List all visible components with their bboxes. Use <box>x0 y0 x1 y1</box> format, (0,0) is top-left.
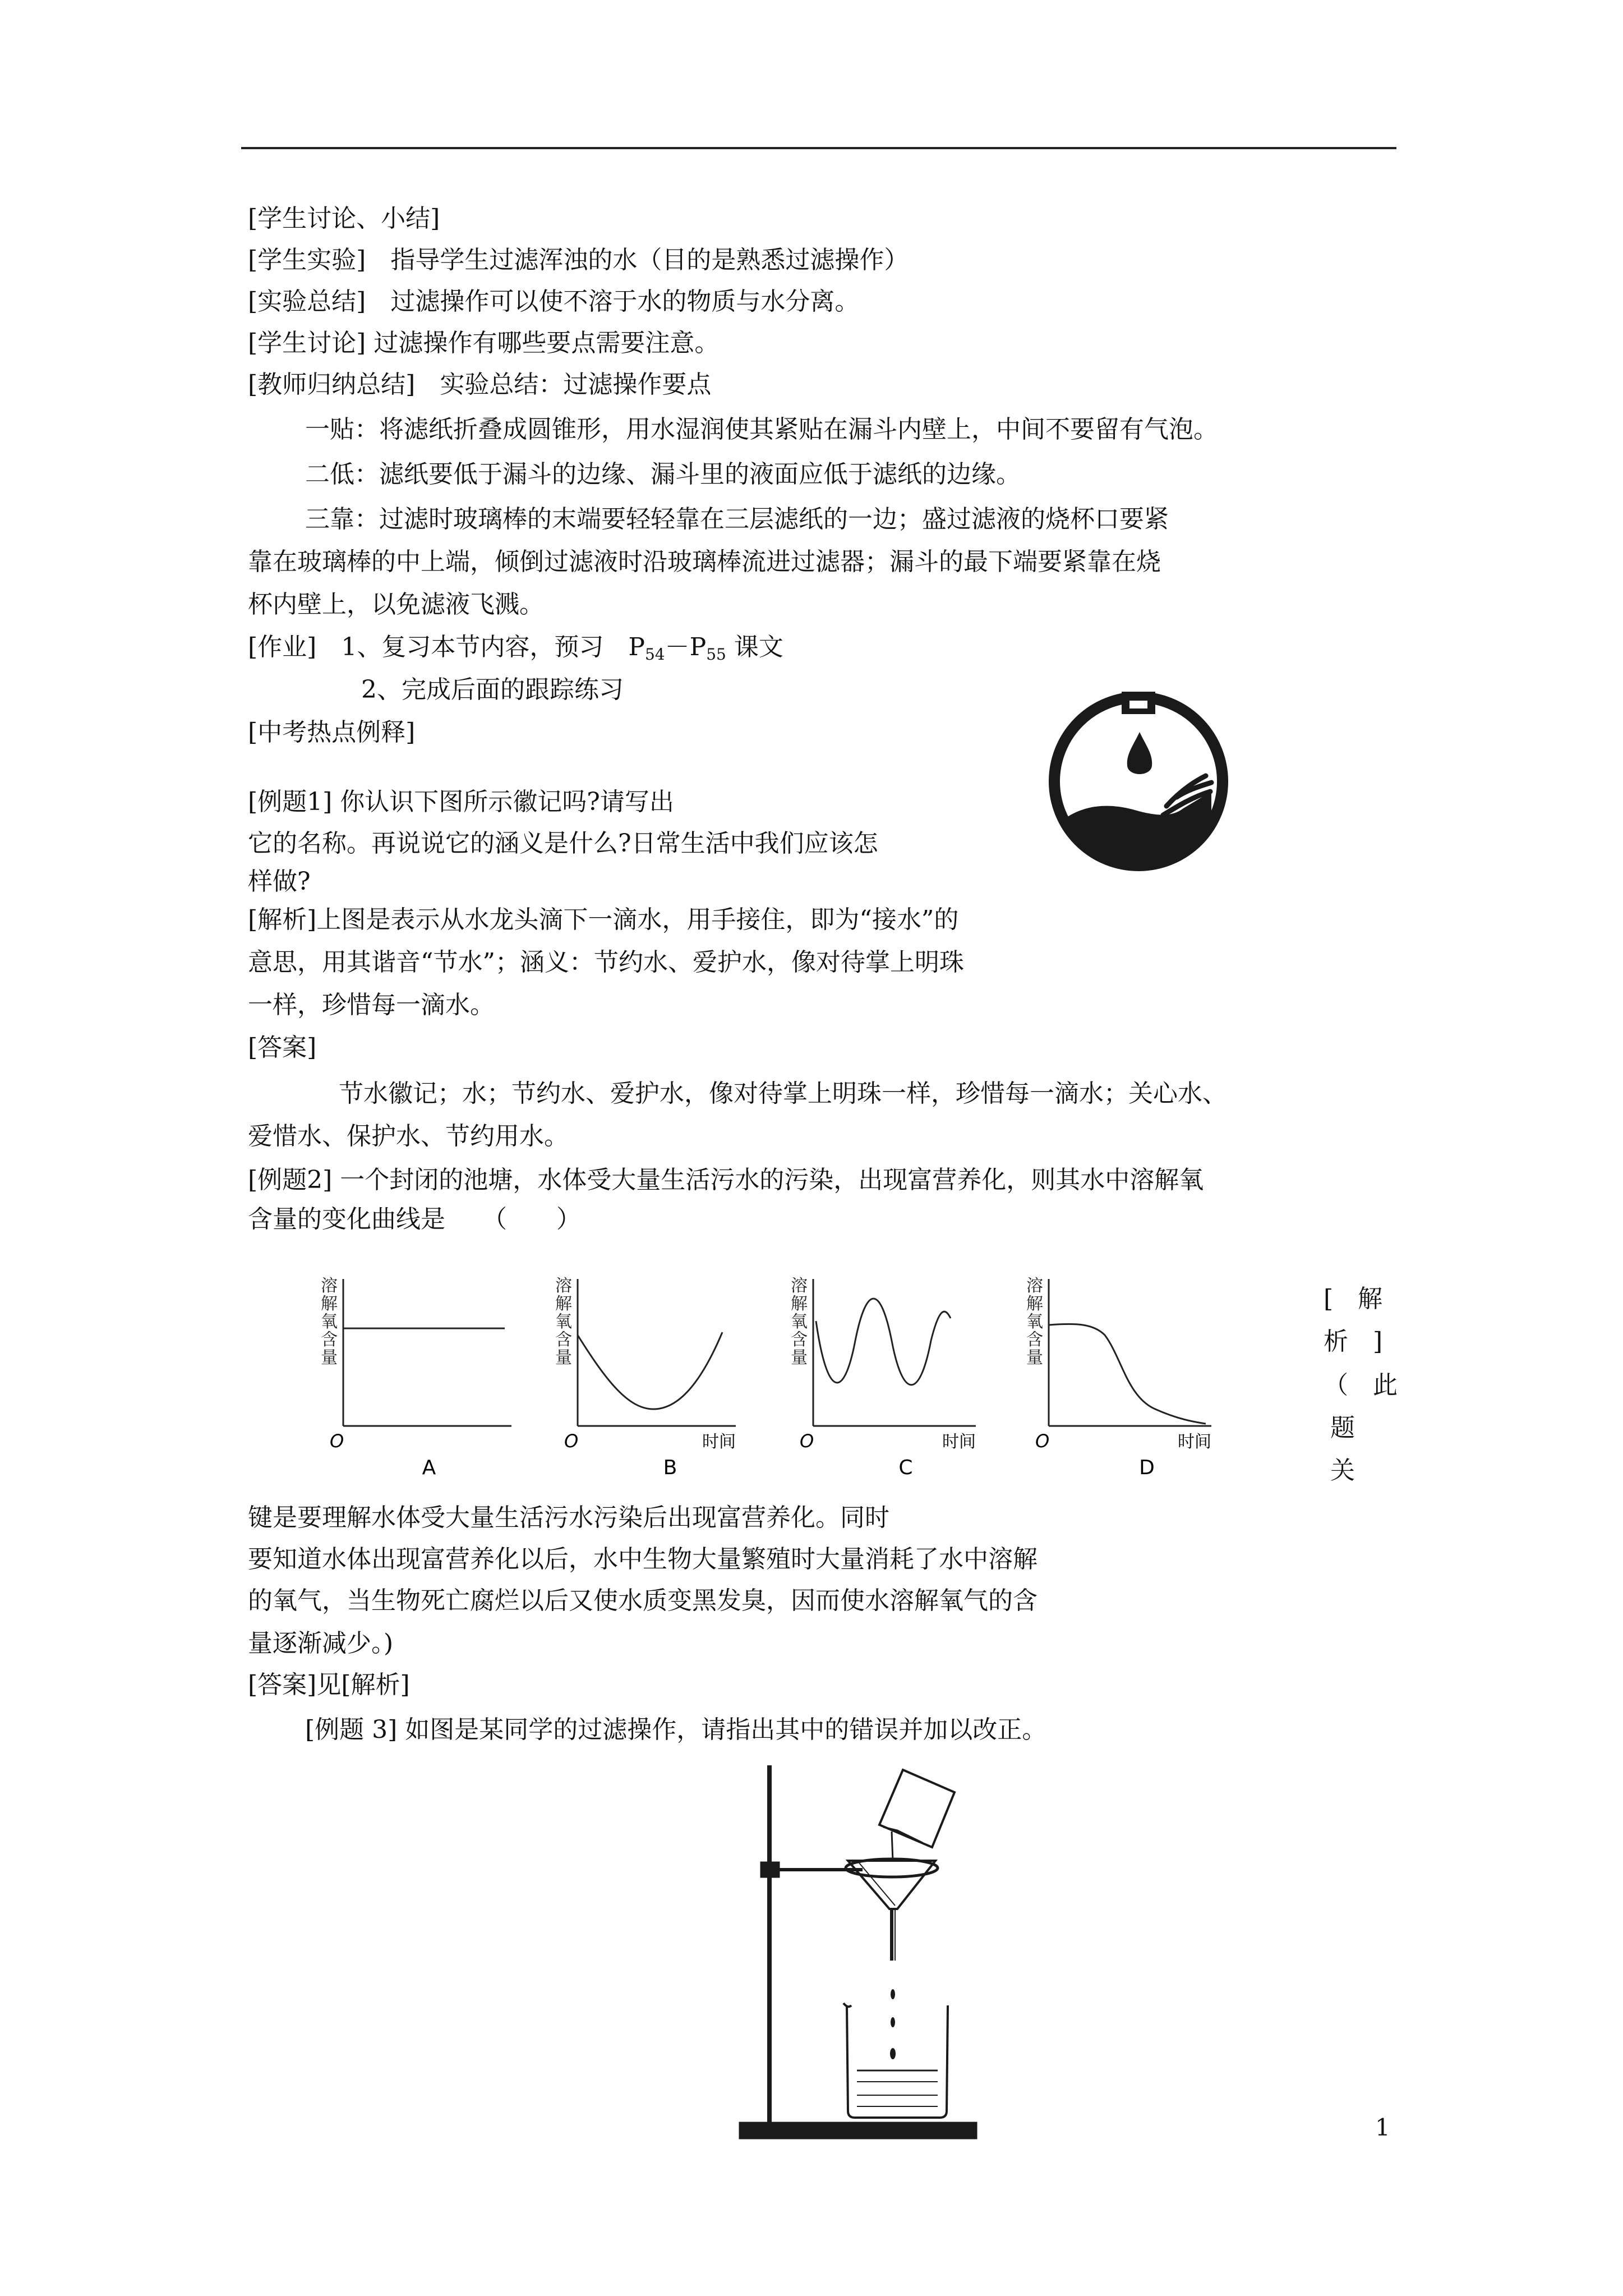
page-subscript: 54 <box>644 645 665 664</box>
curve-d <box>1049 1324 1206 1424</box>
homework-text: －P <box>665 633 707 661</box>
text-line: 一贴：将滤纸折叠成圆锥形，用水湿润使其紧贴在漏斗内壁上，中间不要留有气泡。 <box>305 415 1218 444</box>
origin-label: O <box>1035 1430 1050 1452</box>
text-line: [答案]见[解析] <box>248 1671 410 1699</box>
text-line: 它的名称。再说说它的涵义是什么?日常生活中我们应该怎 <box>248 829 878 858</box>
option-label: B <box>663 1456 677 1479</box>
text-line: [例题 3] 如图是某同学的过滤操作，请指出其中的错误并加以改正。 <box>305 1715 1047 1744</box>
text-line: [例题1] 你认识下图所示徽记吗?请写出 <box>248 788 674 816</box>
ylabel-char: 氧 <box>791 1312 808 1332</box>
graph-d <box>1026 1276 1211 1479</box>
text-line: 二低：滤纸要低于漏斗的边缘、漏斗里的液面应低于滤纸的边缘。 <box>305 460 1021 489</box>
option-label: C <box>898 1456 913 1479</box>
text-line: [中考热点例释] <box>248 718 416 747</box>
graph-a <box>321 1276 511 1479</box>
ylabel-char: 含 <box>555 1330 572 1350</box>
text-line: [学生讨论] 过滤操作有哪些要点需要注意。 <box>248 329 720 357</box>
ylabel-char: 量 <box>1026 1348 1043 1368</box>
ylabel-char: 溶 <box>555 1276 572 1296</box>
option-label: A <box>422 1456 436 1479</box>
text-line: 爱惜水、保护水、节约用水。 <box>248 1122 569 1151</box>
homework-text: [作业] 1、复习本节内容，预习 P <box>248 633 645 661</box>
xlabel: 时间 <box>942 1432 976 1452</box>
oxygen-curve-options <box>314 1262 1290 1487</box>
text-line: [学生实验] 指导学生过滤浑浊的水（目的是熟悉过滤操作） <box>248 246 909 274</box>
text-line: 的氧气，当生物死亡腐烂以后又使水质变黑发臭，因而使水溶解氧气的含 <box>248 1586 1038 1615</box>
side-text: [ 解 <box>1324 1285 1383 1313</box>
ylabel-char: 溶 <box>321 1276 338 1296</box>
ylabel-char: 溶 <box>791 1276 808 1296</box>
ylabel-char: 量 <box>555 1348 572 1368</box>
ylabel-char: 氧 <box>321 1312 338 1332</box>
text-line: 靠在玻璃棒的中上端，倾倒过滤液时沿玻璃棒流进过滤器；漏斗的最下端要紧靠在烧 <box>248 547 1161 576</box>
liquid-stream <box>892 1832 893 1861</box>
ylabel-char: 量 <box>321 1348 338 1368</box>
text-line: [答案] <box>248 1033 317 1062</box>
text-line: 一样，珍惜每一滴水。 <box>248 991 495 1019</box>
curve-c <box>816 1299 951 1385</box>
text-line: 杯内壁上，以免滤液飞溅。 <box>248 590 544 619</box>
xlabel: 时间 <box>1178 1432 1211 1452</box>
side-text: （ 此 <box>1324 1371 1398 1400</box>
xlabel: 时间 <box>702 1432 736 1452</box>
graph-b <box>555 1276 736 1479</box>
side-text: 关 <box>1330 1456 1355 1485</box>
ylabel-char: 解 <box>791 1294 808 1314</box>
filtration-setup-illustration <box>729 1759 987 2148</box>
origin-label: O <box>330 1430 344 1452</box>
ylabel-char: 含 <box>791 1330 808 1350</box>
text-line: 含量的变化曲线是 （ ） <box>248 1205 581 1234</box>
ylabel-char: 溶 <box>1026 1276 1043 1296</box>
water-saving-emblem <box>1043 682 1234 884</box>
ylabel-char: 含 <box>321 1330 338 1350</box>
text-line: [例题2] 一个封闭的池塘，水体受大量生活污水的污染，出现富营养化，则其水中溶解氧 <box>248 1166 1204 1194</box>
ylabel-char: 量 <box>791 1348 808 1368</box>
homework-line <box>248 631 783 671</box>
ylabel-char: 解 <box>321 1294 338 1314</box>
ylabel-char: 氧 <box>1026 1312 1043 1332</box>
ylabel-char: 解 <box>555 1294 572 1314</box>
curve-b <box>578 1332 722 1409</box>
ylabel-char: 含 <box>1026 1330 1043 1350</box>
origin-label: O <box>564 1430 579 1452</box>
text-line: 意思，用其谐音“节水”；涵义：节约水、爱护水，像对待掌上明珠 <box>248 948 964 977</box>
stand-base <box>740 2123 976 2138</box>
side-text: 题 <box>1330 1414 1355 1442</box>
text-line: 2、完成后面的跟踪练习 <box>361 675 624 704</box>
text-line: 样做? <box>248 867 311 896</box>
text-line: [实验总结] 过滤操作可以使不溶于水的物质与水分离。 <box>248 287 860 316</box>
text-line: [教师归纳总结] 实验总结：过滤操作要点 <box>248 370 712 399</box>
homework-text: 课文 <box>726 633 783 661</box>
pouring-beaker <box>879 1770 955 1847</box>
option-label: D <box>1139 1456 1155 1479</box>
text-line: [学生讨论、小结] <box>248 204 440 233</box>
graph-c <box>791 1276 976 1479</box>
receiving-beaker <box>847 2005 948 2118</box>
page-subscript: 55 <box>706 645 726 664</box>
text-line: 量逐渐减少。) <box>248 1629 394 1658</box>
page-number: 1 <box>1375 2114 1390 2141</box>
ylabel-char: 氧 <box>555 1312 572 1332</box>
text-line: 要知道水体出现富营养化以后，水中生物大量繁殖时大量消耗了水中溶解 <box>248 1545 1038 1573</box>
text-line: 三靠：过滤时玻璃棒的末端要轻轻靠在三层滤纸的一边；盛过滤液的烧杯口要紧 <box>305 505 1169 533</box>
text-line: 节水徽记；水；节约水、爱护水，像对待掌上明珠一样，珍惜每一滴水；关心水、 <box>339 1079 1227 1108</box>
ylabel-char: 解 <box>1026 1294 1043 1314</box>
origin-label: O <box>800 1430 814 1452</box>
text-line: [解析]上图是表示从水龙头滴下一滴水，用手接住，即为“接水”的 <box>248 905 959 934</box>
text-line: 键是要理解水体受大量生活污水污染后出现富营养化。同时 <box>248 1503 889 1532</box>
side-text: 析 ] <box>1324 1327 1383 1356</box>
header-rule <box>241 147 1396 149</box>
